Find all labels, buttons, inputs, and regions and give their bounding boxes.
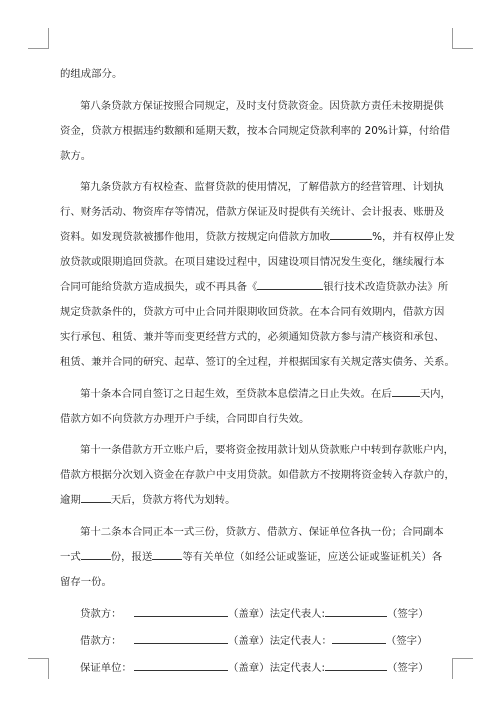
crop-mark-bottom-right (452, 658, 473, 679)
article-12 (60, 520, 444, 595)
fill-blank-recipient[interactable] (152, 548, 182, 560)
representative-blank[interactable] (325, 604, 387, 617)
fill-blank-bank-name[interactable] (257, 278, 323, 290)
text-line: 借款方如不向贷款方办理开户手续，合同即自行失效。 (60, 412, 310, 425)
text-segment: 合同可能给贷款方造成损失，或不再具备《 (60, 281, 258, 293)
text-line: 行、财务活动、物资库存等情况，借款方保证及时提供有关统计、会计报表、账册及 (60, 206, 445, 218)
crop-mark-bottom-left (28, 658, 49, 679)
text-line: 规定贷款条件的，贷款方可中止合同并限期收回贷款。在本合同有效期内，借款方因 (60, 306, 445, 318)
intro-paragraph (60, 62, 440, 87)
representative-label: 法定代表人： (269, 635, 332, 647)
text-line: 第十一条借款方开立账户后，要将资金按用款计划从贷款账户中转到存款账户内， (80, 444, 455, 456)
signature-row-lender (60, 601, 440, 628)
text-segment: 天后，贷款方将代为划转。 (110, 494, 236, 506)
fill-blank-rate[interactable] (330, 228, 372, 240)
text-line: 的组成部分。 (60, 68, 123, 80)
text-line (60, 382, 451, 407)
text-segment: 份，报送 (110, 550, 153, 563)
text-line: 放贷款或限期追回贷款。在项目建设过程中，因建设项目情况发生变化，继续履行本 (60, 256, 445, 268)
party-label: 贷款方： (80, 608, 122, 620)
party-label: 保证单位： (80, 662, 132, 674)
text-line (60, 275, 449, 300)
article-11 (60, 438, 455, 513)
text-line (60, 225, 455, 250)
seal-label: （盖章） (228, 662, 270, 674)
article-8 (60, 94, 451, 169)
text-line: 第十二条本合同正本一式三份，贷款方、借款方、保证单位各执一份；合同副本 (80, 525, 444, 538)
text-segment: 第十条本合同自签订之日起生效，至贷款本息偿清之日止失效。在后 (80, 387, 392, 400)
signature-row-guarantor (60, 655, 440, 682)
article-9 (60, 175, 455, 375)
text-segment: 天内， (419, 387, 451, 400)
text-line: 资金，贷款方根据违约数额和延期天数，按本合同规定贷款利率的 20%计算，付给借 (60, 124, 451, 137)
text-segment: 等有关单位（如经公证或鉴证，应送公证或鉴证机关）各 (182, 550, 443, 563)
representative-label: 法定代表人: (269, 608, 326, 620)
signature-row-borrower (60, 628, 440, 655)
text-line: 借款方根据分次划入资金在存款户中支用贷款。如借款方不按期将资金转入存款户的， (60, 469, 455, 481)
party-label: 借款方： (80, 635, 122, 647)
text-line: 第八条贷款方保证按照合同规定，及时支付贷款资金。因贷款方责任未按期提供 (80, 99, 444, 112)
crop-mark-top-left (28, 28, 49, 49)
sign-label: （签字） (387, 608, 429, 620)
text-segment: 银行技术改造贷款办法》所 (323, 281, 449, 293)
text-segment: %，并有权停止发 (372, 231, 455, 243)
seal-label: （盖章） (228, 635, 270, 647)
text-line: 租赁、兼并合同的研究、起草、签订的全过程，并根据国家有关规定落实债务、关系。 (60, 356, 455, 368)
fill-blank-days[interactable] (392, 385, 420, 397)
text-line (60, 545, 443, 570)
fill-blank-copies[interactable] (81, 548, 111, 560)
seal-label: （盖章） (228, 608, 270, 620)
representative-label: 法定代表人: (269, 662, 326, 674)
text-line: 实行承包、租赁、兼并等而变更经营方式的，必须通知贷款方参与清产核资和承包、 (60, 331, 445, 343)
text-line: 款方。 (60, 149, 92, 162)
text-line: 留存一份。 (60, 575, 112, 588)
crop-mark-top-right (452, 28, 473, 49)
representative-blank[interactable] (332, 631, 386, 644)
party-name-blank[interactable] (134, 658, 228, 671)
party-name-blank[interactable] (134, 604, 228, 617)
text-segment: 逾期 (60, 494, 81, 506)
text-segment: 资料。如发现贷款被挪作他用，贷款方按规定向借款方加收 (60, 231, 331, 243)
sign-label: （签字） (385, 635, 428, 647)
party-name-blank[interactable] (134, 631, 228, 644)
text-line: 第九条贷款方有权检查、监督贷款的使用情况，了解借款方的经营管理、计划执 (80, 181, 444, 193)
text-line (60, 488, 440, 513)
signature-block (60, 601, 440, 682)
text-segment: 一式 (60, 550, 81, 563)
representative-blank[interactable] (325, 658, 387, 671)
sign-label: （签字） (387, 662, 429, 674)
fill-blank-overdue-days[interactable] (81, 491, 111, 503)
document-page (60, 62, 455, 682)
article-10 (60, 382, 451, 432)
